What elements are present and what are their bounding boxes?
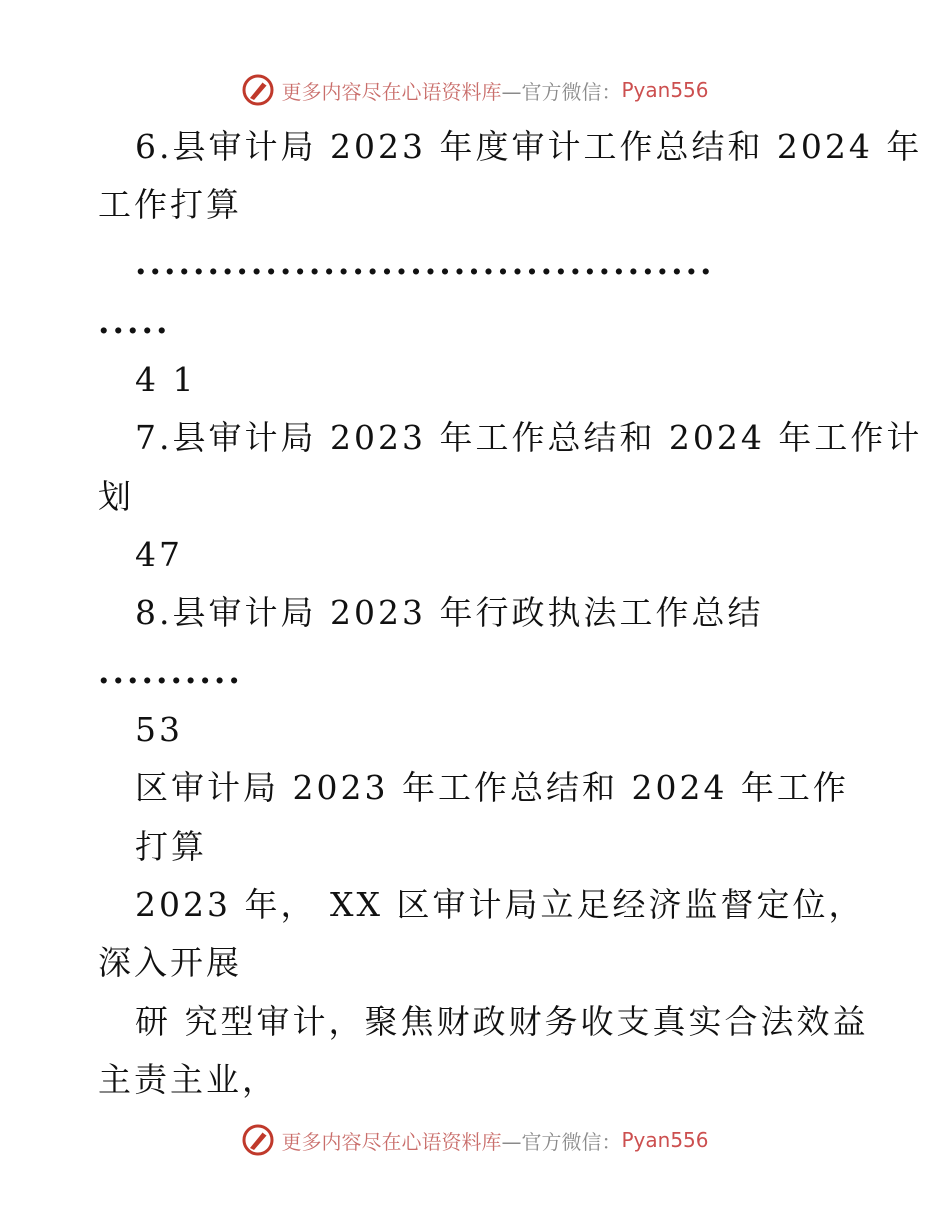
footer-watermark-banner bbox=[0, 1120, 950, 1160]
paragraph-1-line1: 2023 年， XX 区审计局立足经济监督定位， bbox=[135, 885, 865, 924]
paragraph-2-line2: 主责主业， bbox=[98, 1060, 278, 1099]
banner-main-text: 更多内容尽在心语资料库 bbox=[281, 79, 502, 104]
paragraph-2-line1: 研 究型审计，聚焦财政财务收支真实合法效益 bbox=[135, 1002, 869, 1041]
pen-circle-logo-icon bbox=[241, 73, 275, 107]
banner-wechat-id: Pyan556 bbox=[621, 1128, 709, 1152]
banner-wechat-id: Pyan556 bbox=[621, 78, 709, 102]
header-watermark-banner bbox=[0, 70, 950, 110]
article-title-line1: 区审计局 2023 年工作总结和 2024 年工作 bbox=[135, 768, 849, 807]
banner-dash-text: —官方微信： bbox=[501, 79, 622, 104]
toc-item-6-title-line2: 工作打算 bbox=[98, 185, 242, 224]
toc-item-7-page-number: 47 bbox=[135, 535, 183, 574]
banner-dash-text: —官方微信： bbox=[501, 1129, 622, 1154]
paragraph-1-line2: 深入开展 bbox=[98, 943, 242, 982]
banner-main-text: 更多内容尽在心语资料库 bbox=[281, 1129, 502, 1154]
pen-circle-logo-icon bbox=[241, 1123, 275, 1157]
toc-item-8-title: 8.县审计局 2023 年行政执法工作总结 bbox=[135, 593, 764, 632]
toc-item-7-title-line1: 7.县审计局 2023 年工作总结和 2024 年工作计 bbox=[135, 418, 923, 457]
toc-item-8-leader-dots: .......... bbox=[98, 652, 243, 691]
toc-item-7-title-line2: 划 bbox=[98, 477, 134, 516]
toc-item-6-page-number: 4 1 bbox=[135, 360, 197, 399]
article-title-line2: 打算 bbox=[135, 827, 207, 866]
toc-item-6-leader-dots-cont: ..... bbox=[98, 302, 171, 341]
toc-item-8-page-number: 53 bbox=[135, 710, 183, 749]
toc-item-6-leader-dots: ........................................ bbox=[135, 243, 715, 282]
toc-item-6-title-line1: 6.县审计局 2023 年度审计工作总结和 2024 年 bbox=[135, 127, 923, 166]
